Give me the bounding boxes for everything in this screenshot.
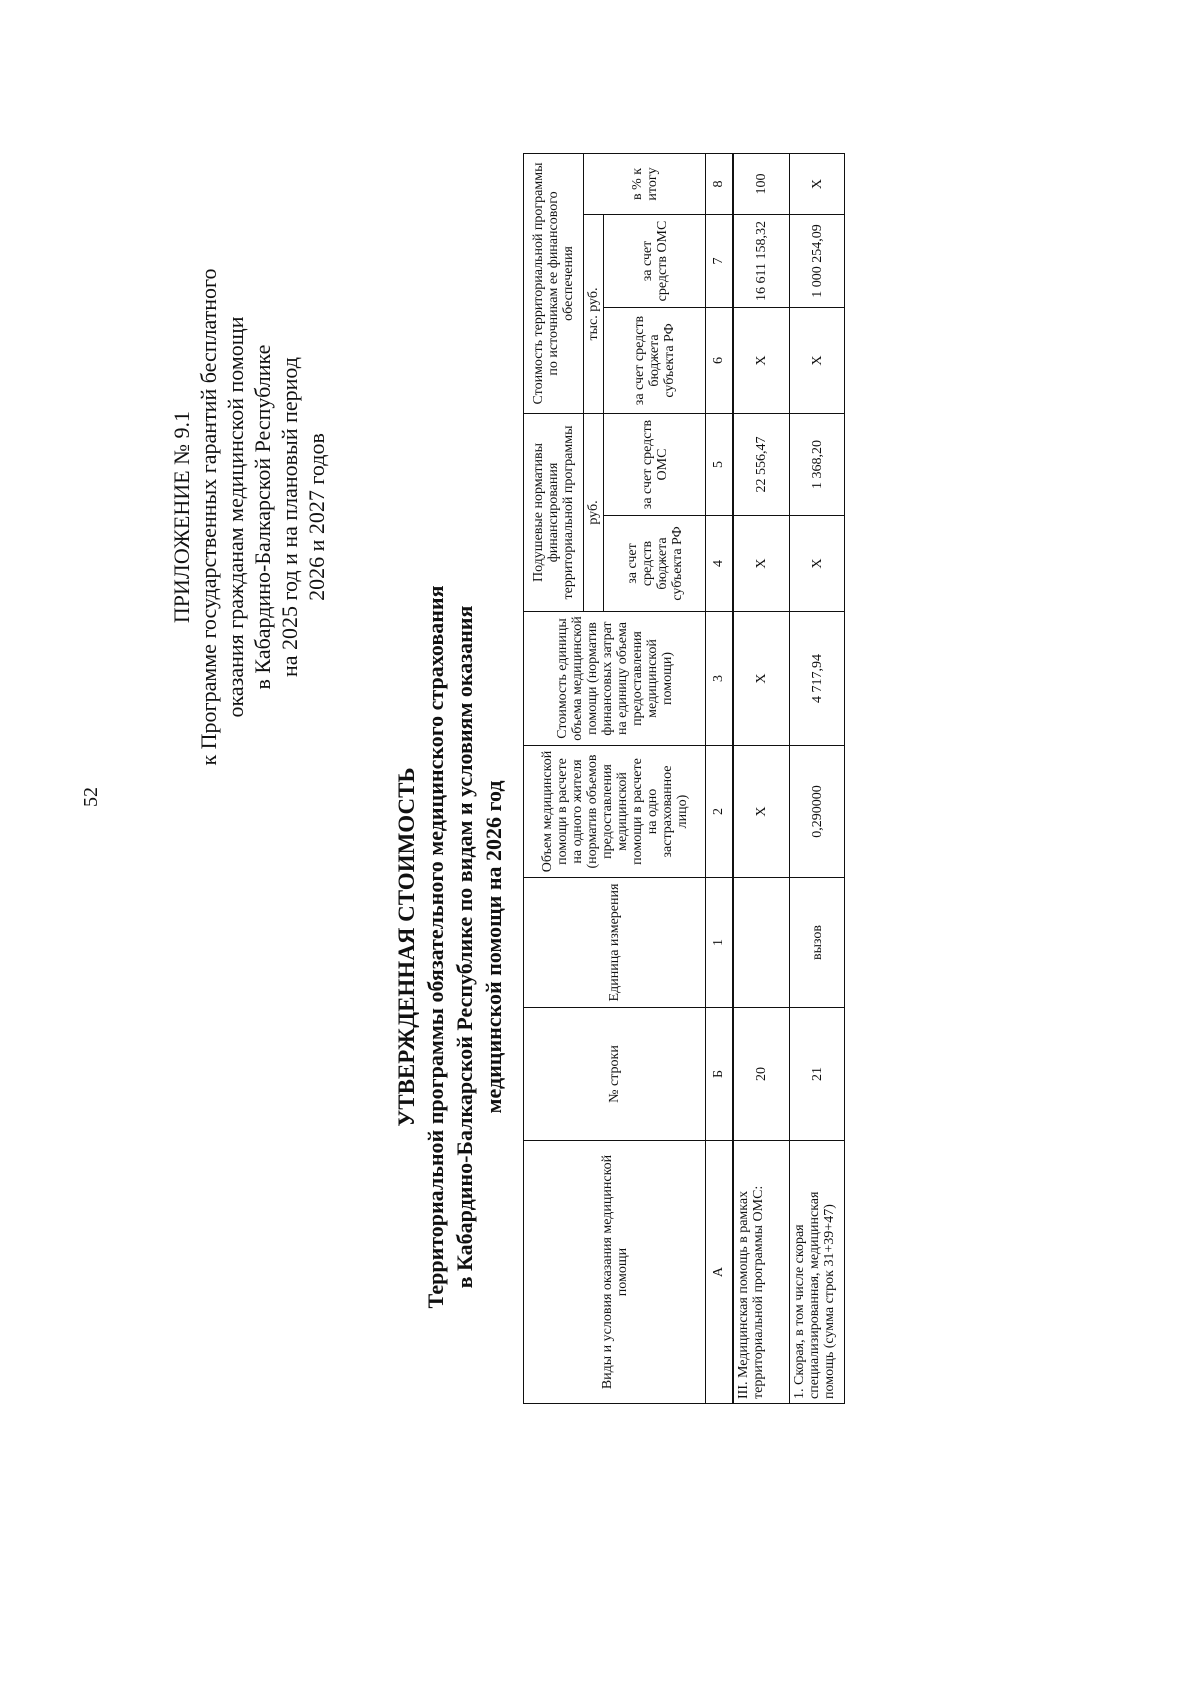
title-line-year: медицинской помощи на 2026 год [481,780,506,1114]
index-cell: 2 [706,746,733,878]
index-cell: 3 [706,612,733,746]
header-per-capita-group: Подушевые нормативы финансирования территориальной программы [524,414,584,612]
header-cost-oms: за счет средств ОМС [604,215,706,308]
row-per-capita-budget: X [790,516,845,612]
appendix-header [168,207,330,827]
header-per-capita-oms: за счет средств ОМС [604,414,706,516]
index-cell: 5 [706,414,733,516]
index-cell: Б [706,1008,733,1141]
title-line-approved-cost: УТВЕРЖДЕННАЯ СТОИМОСТЬ [394,767,419,1127]
row-volume: 0,290000 [790,746,845,878]
appendix-title: ПРИЛОЖЕНИЕ № 9.1 [169,410,194,624]
appendix-line: 2026 и 2027 годов [304,433,329,601]
title-line-program: Территориальной программы обязательного медицинского страхования [423,585,448,1309]
row-cost-oms: 1 000 254,09 [790,215,845,308]
row-name: III. Медицинская помощь в рамках территориальной программы ОМС: [733,1141,790,1404]
index-cell: 1 [706,878,733,1008]
row-unit-cost: 4 717,94 [790,612,845,746]
table-row [733,153,790,1403]
header-unit: Единица измерения [524,878,706,1008]
row-per-capita-oms: 22 556,47 [733,414,790,516]
page-number: 52 [80,787,102,807]
row-cost-budget: X [733,308,790,414]
row-unit: вызов [790,878,845,1008]
title-line-region: в Кабардино-Балкарской Республике по видам и условиям оказания [452,605,477,1289]
header-unit-thousand-rub: тыс. руб. [584,215,604,414]
row-per-capita-budget: X [733,516,790,612]
row-cost-budget: X [790,308,845,414]
header-unit-cost: Стоимость единицы объема медицинской помощи (норматив финансовых затрат на единицу объема предоставления медицинской помощи) [524,612,706,746]
row-unit [733,878,790,1008]
index-cell: 6 [706,308,733,414]
header-cost-sources-group: Стоимость территориальной программы по источникам ее финансового обеспечения [524,153,584,413]
row-per-capita-oms: 1 368,20 [790,414,845,516]
row-number: 20 [733,1008,790,1141]
row-unit-cost: X [733,612,790,746]
cost-table [523,153,845,1404]
header-row-number: № строки [524,1008,706,1141]
header-cost-budget: за счет средств бюджета субъекта РФ [604,308,706,414]
row-number: 21 [790,1008,845,1141]
index-cell: 7 [706,215,733,308]
header-per-capita-budget: за счет средств бюджета субъекта РФ [604,516,706,612]
header-volume: Объем медицинской помощи в расчете на одного жителя (норматив объемов предоставления медицинской помощи в расчете на одно застрахованное лицо) [524,746,706,878]
index-row [706,153,733,1403]
row-name: 1. Скорая, в том числе скорая специализированная, медицинская помощь (сумма строк 31+39+47) [790,1141,845,1404]
appendix-line: к Программе государственных гарантий бесплатного [196,268,221,766]
appendix-line: в Кабардино-Балкарской Республике [250,344,275,690]
row-cost-oms: 16 611 158,32 [733,215,790,308]
index-cell: А [706,1141,733,1404]
row-volume: X [733,746,790,878]
document-title [392,357,508,1537]
appendix-line: оказания гражданам медицинской помощи [223,316,248,718]
appendix-line: на 2025 год и на плановый период [277,357,302,677]
row-percent: 100 [733,153,790,214]
index-cell: 8 [706,153,733,214]
table-row [790,153,845,1403]
header-types-conditions: Виды и условия оказания медицинской помощи [524,1141,706,1404]
index-cell: 4 [706,516,733,612]
header-unit-rub: руб. [584,414,604,612]
row-percent: X [790,153,845,214]
header-percent: в % к итогу [584,153,706,214]
